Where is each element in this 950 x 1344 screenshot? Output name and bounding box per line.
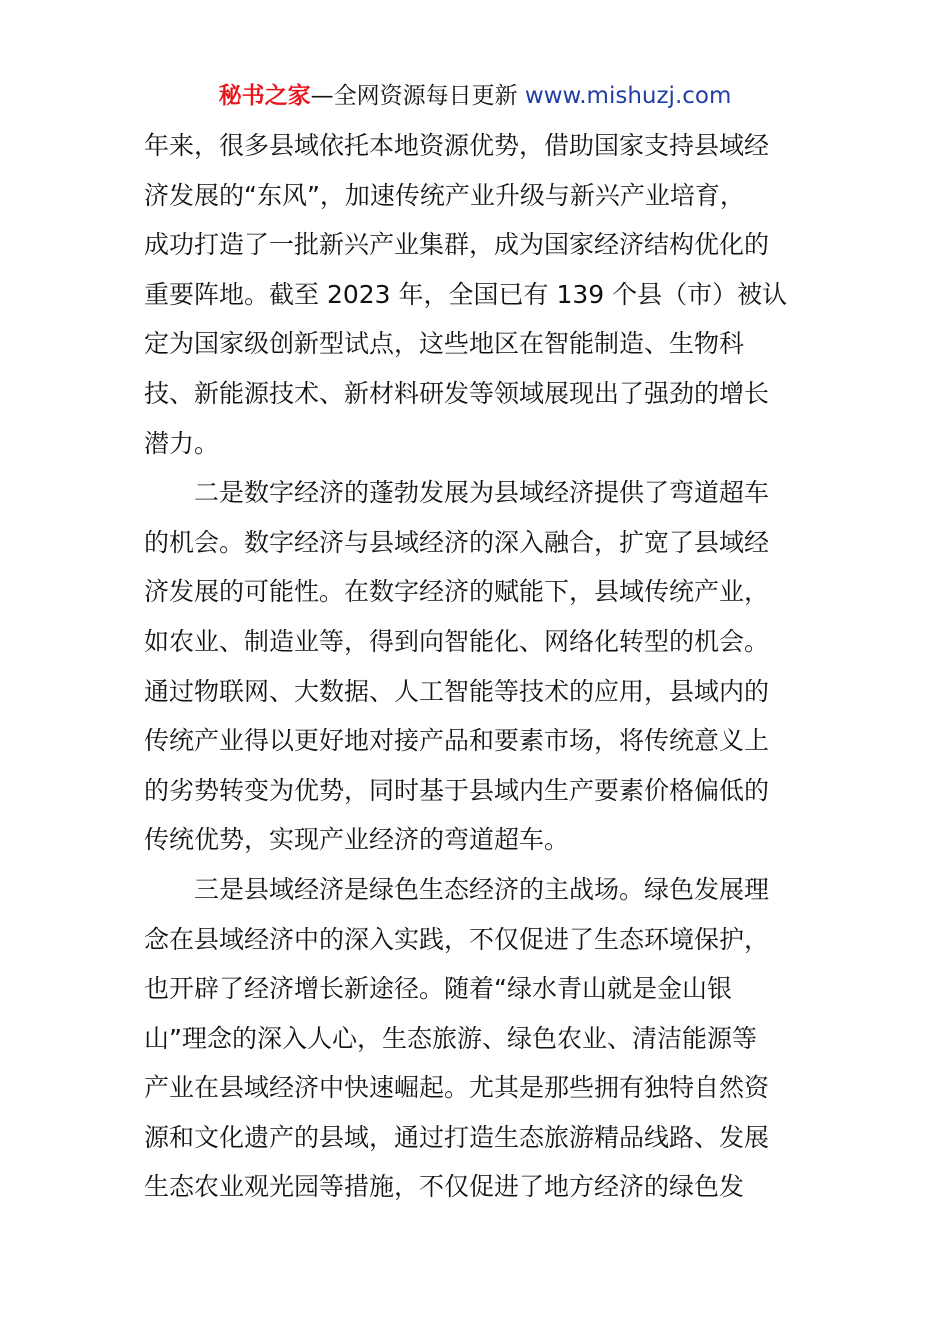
text-line: 源和文化遗产的县域，通过打造生态旅游精品线路、发展 bbox=[144, 1122, 770, 1152]
text-line: 定为国家级创新型试点，这些地区在智能制造、生物科 bbox=[144, 329, 745, 359]
text-line: 山”理念的深入人心，生态旅游、绿色农业、清洁能源等 bbox=[144, 1023, 757, 1053]
text-line: 传统产业得以更好地对接产品和要素市场，将传统意义上 bbox=[144, 726, 770, 756]
paragraph-3 bbox=[144, 865, 808, 1212]
text-line: 的劣势转变为优势，同时基于县域内生产要素价格偏低的 bbox=[144, 775, 770, 805]
site-url: www.mishuzj.com bbox=[524, 83, 732, 109]
text-line: 如农业、制造业等，得到向智能化、网络化转型的机会。 bbox=[144, 626, 770, 656]
site-tagline: —全网资源每日更新 bbox=[310, 83, 525, 109]
text-line: 年来，很多县域依托本地资源优势，借助国家支持县域经 bbox=[144, 131, 770, 160]
document-body bbox=[144, 121, 808, 1212]
text-line: 潜力。 bbox=[144, 428, 220, 458]
text-line: 济发展的“东风”，加速传统产业升级与新兴产业培育， bbox=[144, 180, 745, 210]
paragraph-2 bbox=[144, 468, 808, 865]
site-brand: 秘书之家 bbox=[218, 83, 311, 109]
text-line: 产业在县域经济中快速崛起。尤其是那些拥有独特自然资 bbox=[144, 1073, 770, 1103]
site-header bbox=[0, 78, 950, 114]
text-line: 重要阵地。截至 2023 年，全国已有 139 个县（市）被认 bbox=[144, 279, 788, 309]
text-line: 的机会。数字经济与县域经济的深入融合，扩宽了县域经 bbox=[144, 527, 770, 557]
text-line: 三是县域经济是绿色生态经济的主战场。绿色发展理 bbox=[194, 874, 770, 904]
text-line: 通过物联网、大数据、人工智能等技术的应用，县域内的 bbox=[144, 676, 770, 706]
text-line: 生态农业观光园等措施，不仅促进了地方经济的绿色发 bbox=[144, 1172, 745, 1202]
text-line: 二是数字经济的蓬勃发展为县域经济提供了弯道超车 bbox=[194, 478, 770, 508]
text-line: 也开辟了经济增长新途径。随着“绿水青山就是金山银 bbox=[144, 974, 732, 1004]
text-line: 传统优势，实现产业经济的弯道超车。 bbox=[144, 825, 570, 855]
text-line: 成功打造了一批新兴产业集群，成为国家经济结构优化的 bbox=[144, 230, 770, 260]
text-line: 念在县域经济中的深入实践，不仅促进了生态环境保护， bbox=[144, 924, 770, 954]
text-line: 济发展的可能性。在数字经济的赋能下，县域传统产业， bbox=[144, 577, 770, 607]
text-line: 技、新能源技术、新材料研发等领域展现出了强劲的增长 bbox=[144, 378, 770, 408]
paragraph-1 bbox=[144, 121, 808, 468]
